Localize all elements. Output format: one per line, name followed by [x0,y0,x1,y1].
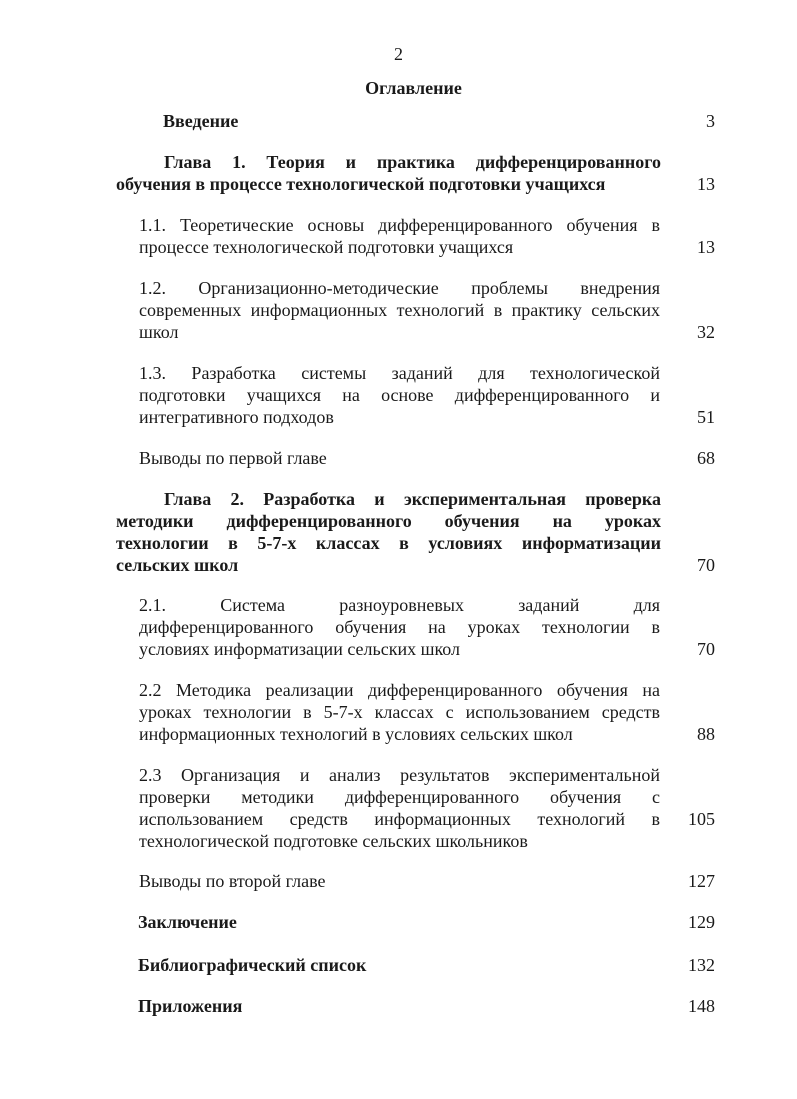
toc-entry-line: уроках технологии в 5-7-х классах с использованием средств [139,702,660,722]
toc-entry-line: интегративного подходов [139,407,334,427]
toc-page-number: 129 [688,912,715,932]
toc-page-number: 70 [697,639,715,659]
toc-entry-line: 1.1. Теоретические основы дифференцированного обучения в [139,215,660,235]
toc-page-number: 68 [697,448,715,468]
toc-entry-text [139,277,660,343]
toc-entry-line: 1.2. Организационно-методические проблемы внедрения [139,278,660,298]
toc-entry-text [139,362,660,428]
toc-entry-line: 2.3 Организация и анализ результатов экспериментальной [139,765,660,785]
toc-entry-line: 2.2 Методика реализации дифференцированного обучения на [139,680,660,700]
toc-entry-line: современных информационных технологий в практику сельских [139,300,660,320]
toc-entry-line: условиях информатизации сельских школ [139,639,461,659]
toc-page-number: 127 [688,871,715,891]
toc-entry-text: Введение [163,111,239,131]
toc-entry-line: школ [139,322,179,342]
toc-entry-line: проверки методики дифференцированного обучения с [139,787,660,807]
toc-entry-text: Выводы по второй главе [139,871,326,891]
toc-entry-text [139,594,660,660]
toc-entry-text: Приложения [138,996,243,1016]
toc-entry-line: 1.3. Разработка системы заданий для технологической [139,363,660,383]
toc-page-number: 3 [706,111,715,131]
toc-entry-line: технологии в 5-7-х классах в условиях информатизации [116,533,661,553]
toc-page-number: 70 [697,555,715,575]
toc-entry-text [116,488,661,576]
toc-page-number: 13 [697,237,715,257]
toc-entry-line: обучения в процессе технологической подготовки учащихся [116,174,606,194]
toc-entry-text [116,151,661,195]
toc-entry-text: Библиографический список [138,955,367,975]
toc-page-number: 51 [697,407,715,427]
toc-entry-line: информационных технологий в условиях сельских школ [139,724,573,744]
toc-entry-line: Глава 1. Теория и практика дифференцированного [164,152,661,172]
toc-entry-line: 2.1. Система разноуровневых заданий для [139,595,660,615]
toc-entry-line: сельских школ [116,555,239,575]
toc-page-number: 88 [697,724,715,744]
toc-entry-line: технологической подготовке сельских школьников [139,831,528,851]
toc-entry-text: Заключение [138,912,237,932]
toc-entry-line: Глава 2. Разработка и экспериментальная проверка [164,489,661,509]
toc-page-number: 105 [688,809,715,829]
toc-page-number: 32 [697,322,715,342]
toc-entry-text [139,679,660,745]
toc-entry-line: подготовки учащихся на основе дифференцированного и [139,385,660,405]
toc-page-number: 13 [697,174,715,194]
toc-entry-line: использованием средств информационных технологий в [139,809,660,829]
toc-entry-line: процессе технологической подготовки учащихся [139,237,514,257]
toc-entry-text [139,214,660,258]
page-number: 2 [394,44,403,64]
toc-entry-text: Выводы по первой главе [139,448,327,468]
toc-entry-line: методики дифференцированного обучения на уроках [116,511,661,531]
toc-page-number: 148 [688,996,715,1016]
toc-entry-text [139,764,660,852]
page-title: Оглавление [365,78,462,98]
toc-entry-line: дифференцированного обучения на уроках технологии в [139,617,660,637]
toc-page-number: 132 [688,955,715,975]
